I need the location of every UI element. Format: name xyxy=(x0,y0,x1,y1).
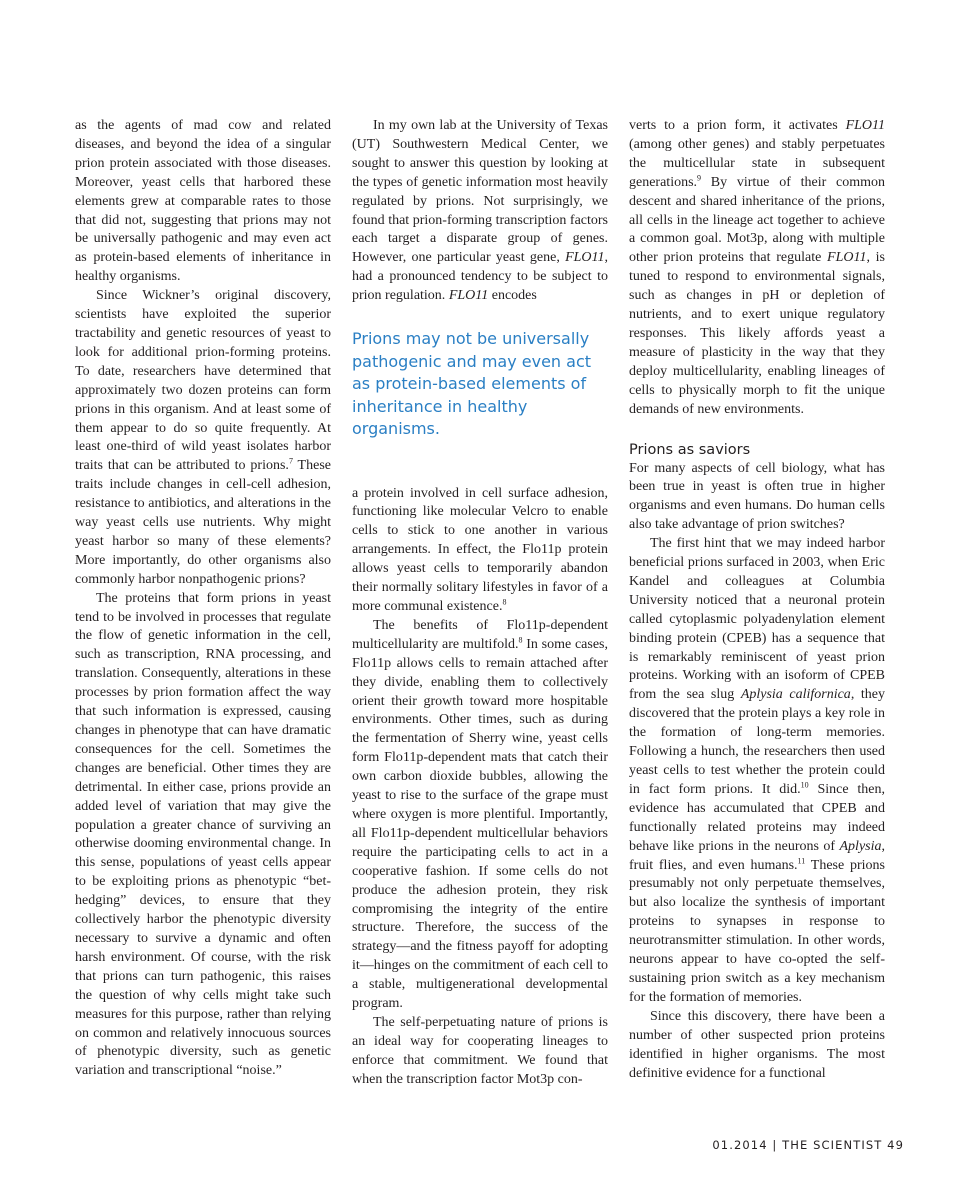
citation-superscript: 8 xyxy=(518,635,523,645)
page-number: 49 xyxy=(887,1138,904,1152)
paragraph: as the agents of mad cow and related diseases, and beyond the idea of a singular prion protein associated with those diseases. Moreover, yeast cells that harbored these elements grew at comparable rates to those that did not, suggesting that prions may not be universally pathogenic and may even act as protein-based elements of inheritance in healthy organisms. xyxy=(75,118,331,285)
paragraph: Since this discovery, there have been a number of other suspected prion proteins identified in higher organisms. The most definitive evidence for a functional xyxy=(629,1008,885,1081)
paragraph: a protein involved in cell surface adhesion, functioning like molecular Velcro to enable cells to stick to one another in various arrangements. In effect, the Flo11p protein allows yeast cells to temporarily abandon their normally solitary lifestyles in favor of a more communal existence.$^8$ xyxy=(352,485,608,614)
citation-superscript: 11 xyxy=(797,855,806,865)
paragraph: The first hint that we may indeed harbor beneficial prions surfaced in 2003, when Eric Kandel and colleagues at Columbia University noticed that a neuronal protein called cytoplasmic polyadenylation element binding protein (CPEB) has a sequence that is remarkably reminiscent of yeast prion proteins. Working with an isoform of CPEB from the sea slug Aplysia californica, they discovered that the protein plays a key role in the formation of long-term memories. Following a hunch, the researchers then used yeast cells to test whether the protein could in fact form prions. It did.$^{10}$ Since then, evidence has accumulated that CPEB and functionally related proteins may indeed behave like prions in the neurons of Aplysia, fruit flies, and even humans.$^{11}$ These prions presumably not only perpetuate themselves, but also localize the synthesis of important proteins to synapses in response to neurotransmitter stimulation. In other words, neurons appear to have co-opted the self-sustaining prion switch as a key mechanism for the formation of memories. xyxy=(629,536,885,1005)
paragraph: The proteins that form prions in yeast tend to be involved in processes that regulate the flow of genetic information in the cell, such as transcription, RNA processing, and translation. Consequently, alterations in these processes by prion formation affect the way that such information is expressed, causing changes in phenotype that can have dramatic consequences for the cell. Sometimes the changes are beneficial. Other times they are detrimental. In either case, prions provide an added level of variation that may give the population a greater chance of surviving an otherwise dooming environmental change. In this sense, populations of yeast cells appear to be exploiting prions as phenotypic “bet-hedging” devices, to ensure that they collectively harbor the phenotypic diversity necessary to survive a dynamic and often harsh environment. Of course, with the risk that prions can turn pathogenic, this raises the question of why cells might take such measures for this purpose, rather than relying on common and relatively innocuous sources of phenotypic diversity, such as genetic variation and transcriptional “noise.” xyxy=(75,590,331,1079)
magazine-name: THE SCIENTIST xyxy=(782,1138,883,1152)
paragraph: The self-perpetuating nature of prions is an ideal way for cooperating lineages to enforce that commitment. We found that when the transcription factor Mot3p con- xyxy=(352,1014,608,1087)
paragraph: Since Wickner’s original discovery, scientists have exploited the superior tractability and genetic resources of yeast to look for additional prion-forming proteins. To date, researchers have determined that approximately two dozen proteins can form prions in this organism. And at least some of them appear to do so quite frequently. At least one-third of wild yeast isolates harbor traits that can be attributed to prions.$^7$ These traits include changes in cell-cell adhesion, resistance to antibiotics, and alterations in the way yeast cells use nutrients. Why might yeast harbor so many of these elements? More importantly, do other organisms also commonly harbor nonpathogenic prions? xyxy=(75,288,331,587)
column-1 xyxy=(75,117,331,1081)
species-name: Aplysia xyxy=(839,838,882,854)
species-name: Aplysia californica xyxy=(740,687,851,703)
column-2 xyxy=(352,117,608,1090)
gene-name: FLO11 xyxy=(827,250,867,266)
gene-name: FLO11 xyxy=(845,118,885,133)
pull-quote: Prions may not be universally pathogenic and may even act as protein-based elements of inheritance in healthy organisms. xyxy=(352,329,592,439)
issue-date: 01.2014 xyxy=(712,1138,768,1152)
paragraph: For many aspects of cell biology, what has been true in yeast is often true in higher organisms and even humans. Do human cells also take advantage of prion switches? xyxy=(629,460,885,533)
column-3 xyxy=(629,117,885,1083)
citation-superscript: 7 xyxy=(288,456,293,466)
gene-name: FLO11 xyxy=(565,250,605,266)
page-footer xyxy=(712,1138,904,1152)
paragraph: verts to a prion form, it activates FLO11 (among other genes) and stably perpetuates the multicellular state in subsequent generations.$^9$ By virtue of their common descent and shared inheritance of the prions, all cells in the lineage act together to achieve a common goal. Mot3p, along with multiple other prion proteins that regulate FLO11, is tuned to respond to environmental signals, such as changes in pH or depletion of nutrients, and to exert unique regulatory responses. This likely affords yeast a measure of plasticity in the way that they deploy multicellularity, enabling lineages of cells to physically morph to fit the unique demands of new environments. xyxy=(629,118,885,417)
citation-superscript: 10 xyxy=(800,780,809,790)
paragraph: In my own lab at the University of Texas (UT) Southwestern Medical Center, we sought to answer this question by looking at the types of genetic information most heavily regulated by prions. Not surprisingly, we found that prion-forming transcription factors each target a disparate group of genes. However, one particular yeast gene, FLO11, had a pronounced tendency to be subject to prion regulation. FLO11 encodes xyxy=(352,118,608,304)
section-heading: Prions as saviors xyxy=(629,441,751,458)
citation-superscript: 9 xyxy=(697,173,702,183)
gene-name: FLO11 xyxy=(448,288,489,304)
paragraph: The benefits of Flo11p-dependent multicellularity are multifold.$^8$ In some cases, Flo11p allows cells to remain attached after they divide, enabling them to collectively orient their growth toward more hospitable environments. Other times, such as during the fermentation of Sherry wine, yeast cells form Flo11p-dependent mats that catch their own carbon dioxide bubbles, allowing the yeast to rise to the surface of the grape must where oxygen is more plentiful. Importantly, all Flo11p-dependent multicellular behaviors require the participating cells to act in a cooperative fashion. If some cells do not produce the adhesion protein, they risk compromising the integrity of the entire structure. Therefore, the success of the strategy—and the fitness payoff for adopting it—hinges on the commitment of each cell to a stable, multigenerational developmental program. xyxy=(352,617,608,1012)
footer-separator: | xyxy=(772,1138,778,1152)
citation-superscript: 8 xyxy=(502,597,507,607)
